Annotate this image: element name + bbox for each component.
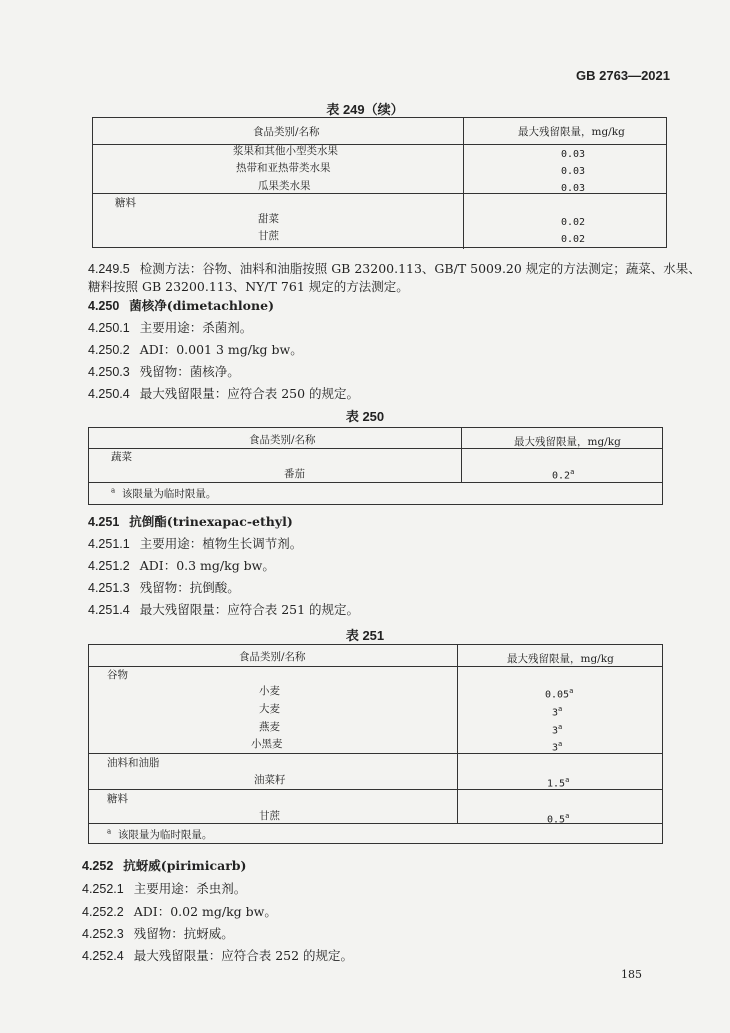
table-249 — [92, 117, 667, 248]
clause-text: 检测方法：谷物、油料和油脂按照 GB 23200.113、GB/T 5009.20 规定的方法测定；蔬菜、水果、 — [139, 261, 701, 276]
table-cell-value: 3$^a$ — [552, 705, 563, 719]
table-251-caption: 表 251 — [345, 628, 385, 643]
t250-col2-header: 最大残留限量，mg/kg — [514, 436, 621, 448]
table-row: 甜菜 — [258, 213, 279, 225]
table-cell-value: 3$^a$ — [552, 740, 563, 754]
clause-number: 4.250.3 — [88, 365, 130, 379]
table-row: 甘蔗 — [258, 230, 279, 242]
t251-col2-header: 最大残留限量，mg/kg — [507, 653, 614, 665]
t251-col1-header: 食品类别/名称 — [239, 651, 306, 663]
t251-footnote: $^a$ 该限量为临时限量。 — [107, 827, 213, 841]
table-cell-value: 0.03 — [561, 149, 586, 160]
clause-4-250-2 — [88, 340, 303, 358]
clause-number: 4.251.2 — [88, 559, 130, 573]
table-cell-value: 3$^a$ — [552, 723, 563, 737]
table-row: 番茄 — [284, 468, 305, 480]
para-4-249-5 — [88, 259, 701, 277]
clause-text: ADI：0.001 3 mg/kg bw。 — [139, 342, 303, 357]
t249-group-sugar: 糖料 — [115, 197, 136, 209]
clause-text: 残留物：抗倒酸。 — [139, 580, 240, 595]
clause-4-251-4 — [88, 600, 359, 618]
table-row: 甘蔗 — [259, 810, 280, 822]
table-251 — [88, 644, 663, 844]
clause-number: 4.251.3 — [88, 581, 130, 595]
table-row: 小黑麦 — [251, 738, 283, 750]
table-250 — [88, 427, 663, 505]
table-row: 浆果和其他小型类水果 — [233, 145, 338, 157]
clause-text: ADI：0.3 mg/kg bw。 — [139, 558, 275, 573]
clause-number: 4.252.4 — [82, 949, 124, 963]
section-title: 抗蚜威(pirimicarb) — [123, 858, 247, 873]
clause-4-251-3 — [88, 578, 240, 596]
clause-number: 4.250 — [88, 299, 120, 313]
clause-number: 4.251 — [88, 515, 120, 529]
clause-text: 主要用途：杀虫剂。 — [133, 881, 247, 896]
t249-col2-header: 最大残留限量，mg/kg — [518, 126, 625, 138]
clause-number: 4.249.5 — [88, 262, 130, 276]
table-cell-value: 0.02 — [561, 234, 586, 245]
clause-number: 4.250.1 — [88, 321, 130, 335]
section-4-251-title — [88, 512, 293, 530]
clause-4-252-2 — [82, 902, 277, 920]
clause-4-250-1 — [88, 318, 252, 336]
table-cell-value: 0.02 — [561, 217, 586, 228]
table-cell-value: 0.2$^a$ — [552, 468, 575, 482]
table-row: 热带和亚热带类水果 — [236, 162, 331, 174]
clause-text: 最大残留限量：应符合表 251 的规定。 — [139, 602, 360, 617]
clause-text: ADI：0.02 mg/kg bw。 — [133, 904, 277, 919]
table-250-caption: 表 250 — [345, 409, 385, 424]
clause-number: 4.252.1 — [82, 882, 124, 896]
table-cell-value: 0.03 — [561, 166, 586, 177]
clause-number: 4.251.4 — [88, 603, 130, 617]
t250-footnote: $^a$ 该限量为临时限量。 — [111, 486, 217, 500]
table-row: 瓜果类水果 — [258, 180, 311, 192]
clause-number: 4.251.1 — [88, 537, 130, 551]
t250-group-vegetables: 蔬菜 — [111, 451, 132, 463]
t249-col1-header: 食品类别/名称 — [253, 126, 320, 138]
section-title: 菌核净(dimetachlone) — [129, 298, 274, 313]
table-cell-value: 1.5$^a$ — [547, 776, 570, 790]
clause-number: 4.252.3 — [82, 927, 124, 941]
table-row: 燕麦 — [259, 721, 280, 733]
section-title: 抗倒酯(trinexapac-ethyl) — [129, 514, 293, 529]
clause-text: 残留物：菌核净。 — [139, 364, 240, 379]
t251-group-sugar: 糖料 — [107, 793, 128, 805]
t251-group-oilseeds: 油料和油脂 — [107, 757, 160, 769]
clause-number: 4.250.2 — [88, 343, 130, 357]
section-4-252-title — [82, 856, 246, 874]
table-cell-value: 0.03 — [561, 183, 586, 194]
clause-4-250-4 — [88, 384, 359, 402]
t251-group-cereals: 谷物 — [107, 669, 128, 681]
table-row: 大麦 — [259, 703, 280, 715]
clause-text: 最大残留限量：应符合表 250 的规定。 — [139, 386, 360, 401]
table-row: 小麦 — [259, 685, 280, 697]
clause-number: 4.250.4 — [88, 387, 130, 401]
clause-text: 最大残留限量：应符合表 252 的规定。 — [133, 948, 354, 963]
clause-text: 主要用途：植物生长调节剂。 — [139, 536, 303, 551]
table-cell-value: 0.05$^a$ — [545, 687, 574, 701]
clause-text: 残留物：抗蚜威。 — [133, 926, 234, 941]
t250-col1-header: 食品类别/名称 — [249, 434, 316, 446]
table-row: 油菜籽 — [254, 774, 286, 786]
para-4-249-5-cont: 糖料按照 GB 23200.113、NY/T 761 规定的方法测定。 — [88, 279, 409, 294]
clause-4-252-3 — [82, 924, 234, 942]
standard-number: GB 2763—2021 — [576, 68, 670, 83]
table-cell-value: 0.5$^a$ — [547, 812, 570, 826]
clause-4-252-4 — [82, 946, 353, 964]
clause-4-251-1 — [88, 534, 302, 552]
section-4-250-title — [88, 296, 274, 314]
clause-4-251-2 — [88, 556, 275, 574]
clause-4-252-1 — [82, 879, 246, 897]
clause-text: 主要用途：杀菌剂。 — [139, 320, 253, 335]
page-number: 185 — [621, 968, 642, 981]
clause-4-250-3 — [88, 362, 240, 380]
clause-number: 4.252 — [82, 859, 114, 873]
table-249-caption: 表 249（续） — [326, 102, 404, 117]
clause-number: 4.252.2 — [82, 905, 124, 919]
